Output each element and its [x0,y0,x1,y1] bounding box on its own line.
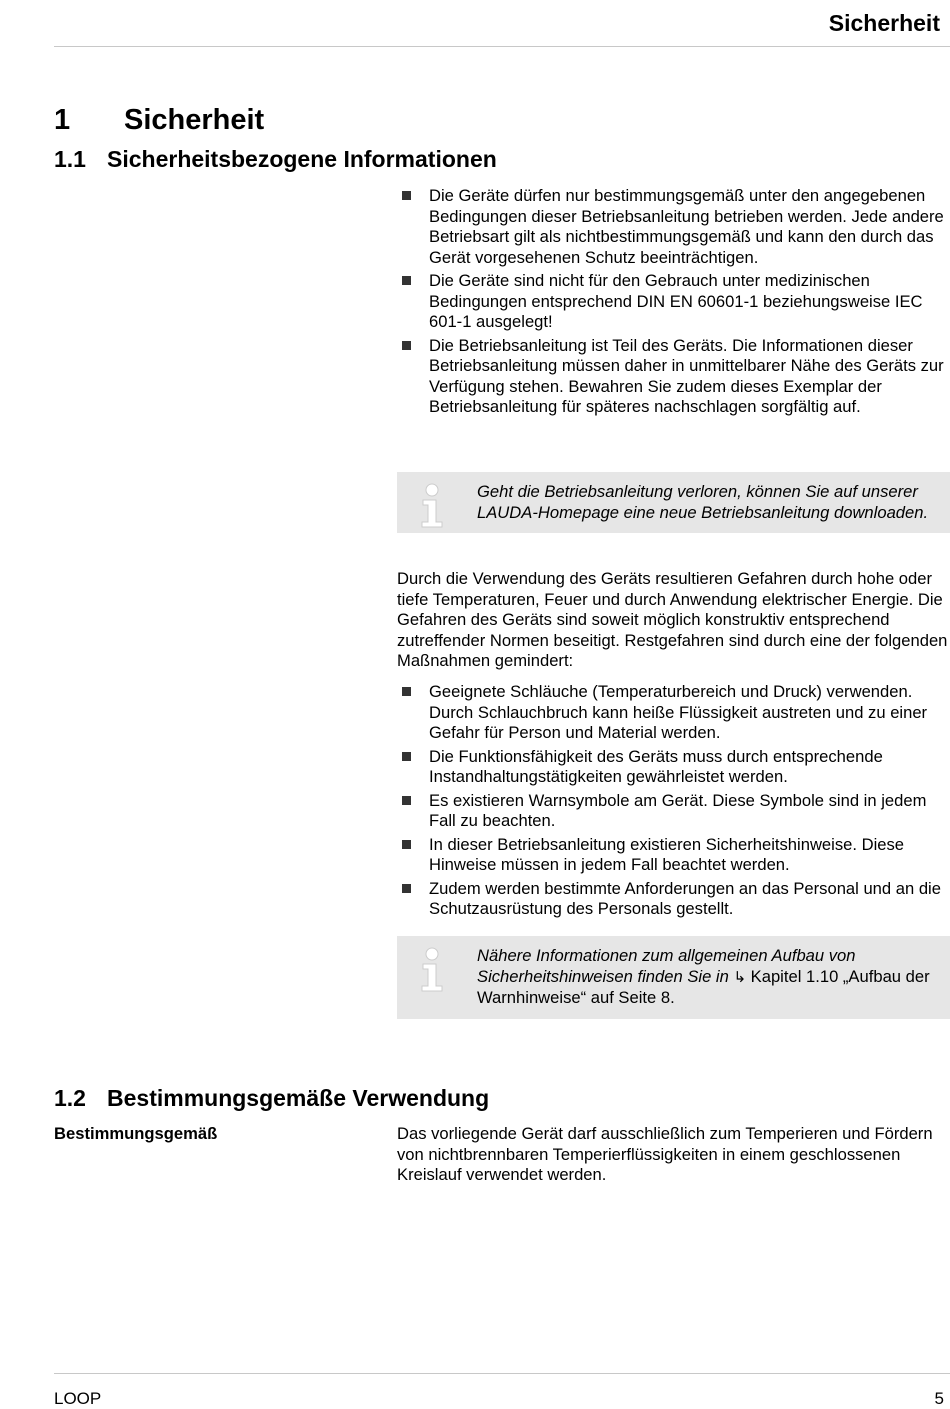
bullet-list-2 [397,682,950,923]
bullet-item [397,271,950,333]
note-text: Geht die Betriebsanleitung verloren, können Sie auf unserer LAUDA-Homepage eine neue Betriebsanleitung downloaden. [477,482,929,522]
bullet-item [397,336,950,418]
bullet-text: Es existieren Warnsymbole am Gerät. Diese Symbole sind in jedem Fall zu beachten. [429,790,927,830]
section-title: Sicherheitsbezogene Informationen [107,146,497,172]
note-text: Nähere Informationen zum allgemeinen Aufbau von Sicherheitshinweisen finden Sie in [477,946,856,986]
square-bullet-icon [402,276,411,285]
header-divider [54,46,950,47]
square-bullet-icon [402,341,411,350]
square-bullet-icon [402,191,411,200]
square-bullet-icon [402,687,411,696]
info-icon [419,482,445,528]
bullet-text: Zudem werden bestimmte Anforderungen an das Personal und an die Schutzausrüstung des Personals gestellt. [429,878,941,918]
square-bullet-icon [402,796,411,805]
info-note-2 [397,936,950,1019]
running-header-title: Sicherheit [828,10,940,36]
cross-reference-link[interactable]: Kapitel 1.10 „Aufbau der Warnhinweise“ auf Seite 8. [477,966,930,1007]
section-heading-1-2 [54,1085,489,1112]
chapter-number: 1 [54,104,71,136]
bullet-item [397,747,950,788]
bullet-text: Die Geräte sind nicht für den Gebrauch unter medizinischen Bedingungen entsprechend DIN EN 60601-1 beziehungsweise IEC 601-1 ausgelegt! [429,271,923,331]
intended-use-paragraph: Das vorliegende Gerät darf ausschließlich zum Temperieren und Fördern von nichtbrennbaren Temperierflüssigkeiten in einem geschlossenen Kreislauf verwendet werden. [397,1124,933,1184]
info-note-1 [397,472,950,533]
bullet-list-1 [397,186,950,421]
side-label: Bestimmungsgemäß [54,1124,218,1143]
footer-divider [54,1373,950,1374]
bullet-item [397,791,950,832]
chapter-heading [54,104,264,137]
bullet-item [397,682,950,744]
square-bullet-icon [402,884,411,893]
bullet-text: In dieser Betriebsanleitung existieren Sicherheitshinweise. Diese Hinweise müssen in jedem Fall beachtet werden. [429,834,905,874]
hazard-paragraph: Durch die Verwendung des Geräts resultieren Gefahren durch hohe oder tiefe Temperaturen, Feuer und durch Anwendung elektrischer Energie. Die Gefahren des Geräts sind soweit möglich konstruktiv entsprechend zutreffender Normen beseitigt. Restgefahren sind durch eine der folgenden Maßnahmen gemindert: [397,569,948,670]
square-bullet-icon [402,840,411,849]
bullet-text: Die Betriebsanleitung ist Teil des Geräts. Die Informationen dieser Betriebsanleitung müssen daher in unmittelbarer Nähe des Geräts zur Verfügung stehen. Bewahren Sie zudem dieses Exemplar der Betriebsanleitung für späteres nachschlagen sorgfältig auf. [429,335,944,416]
chapter-title: Sicherheit [124,104,265,136]
section-heading-1-1 [54,146,497,173]
bullet-item [397,835,950,876]
page-number: 5 [934,1389,944,1408]
info-icon [419,946,445,992]
bullet-text: Die Funktionsfähigkeit des Geräts muss durch entsprechende Instandhaltungstätigkeiten gewährleistet werden. [429,746,883,786]
footer-product-name: LOOP [54,1389,102,1408]
bullet-item [397,186,950,268]
section-number: 1.1 [54,146,86,172]
section-number: 1.2 [54,1085,86,1111]
bullet-text: Geeignete Schläuche (Temperaturbereich und Druck) verwenden. Durch Schlauchbruch kann heiße Flüssigkeit austreten und zu einer Gefahr für Person und Material werden. [429,682,928,742]
square-bullet-icon [402,752,411,761]
section-title: Bestimmungsgemäße Verwendung [107,1085,490,1111]
bullet-text: Die Geräte dürfen nur bestimmungsgemäß unter den angegebenen Bedingungen dieser Betriebsanleitung betrieben werden. Jede andere Betriebsart gilt als nichtbestimmungsgemäß und kann den durch das Gerät vorgesehenen Schutz beeinträchtigen. [429,186,944,267]
cross-reference-arrow-icon: ↳ [733,968,747,986]
bullet-item [397,879,950,920]
